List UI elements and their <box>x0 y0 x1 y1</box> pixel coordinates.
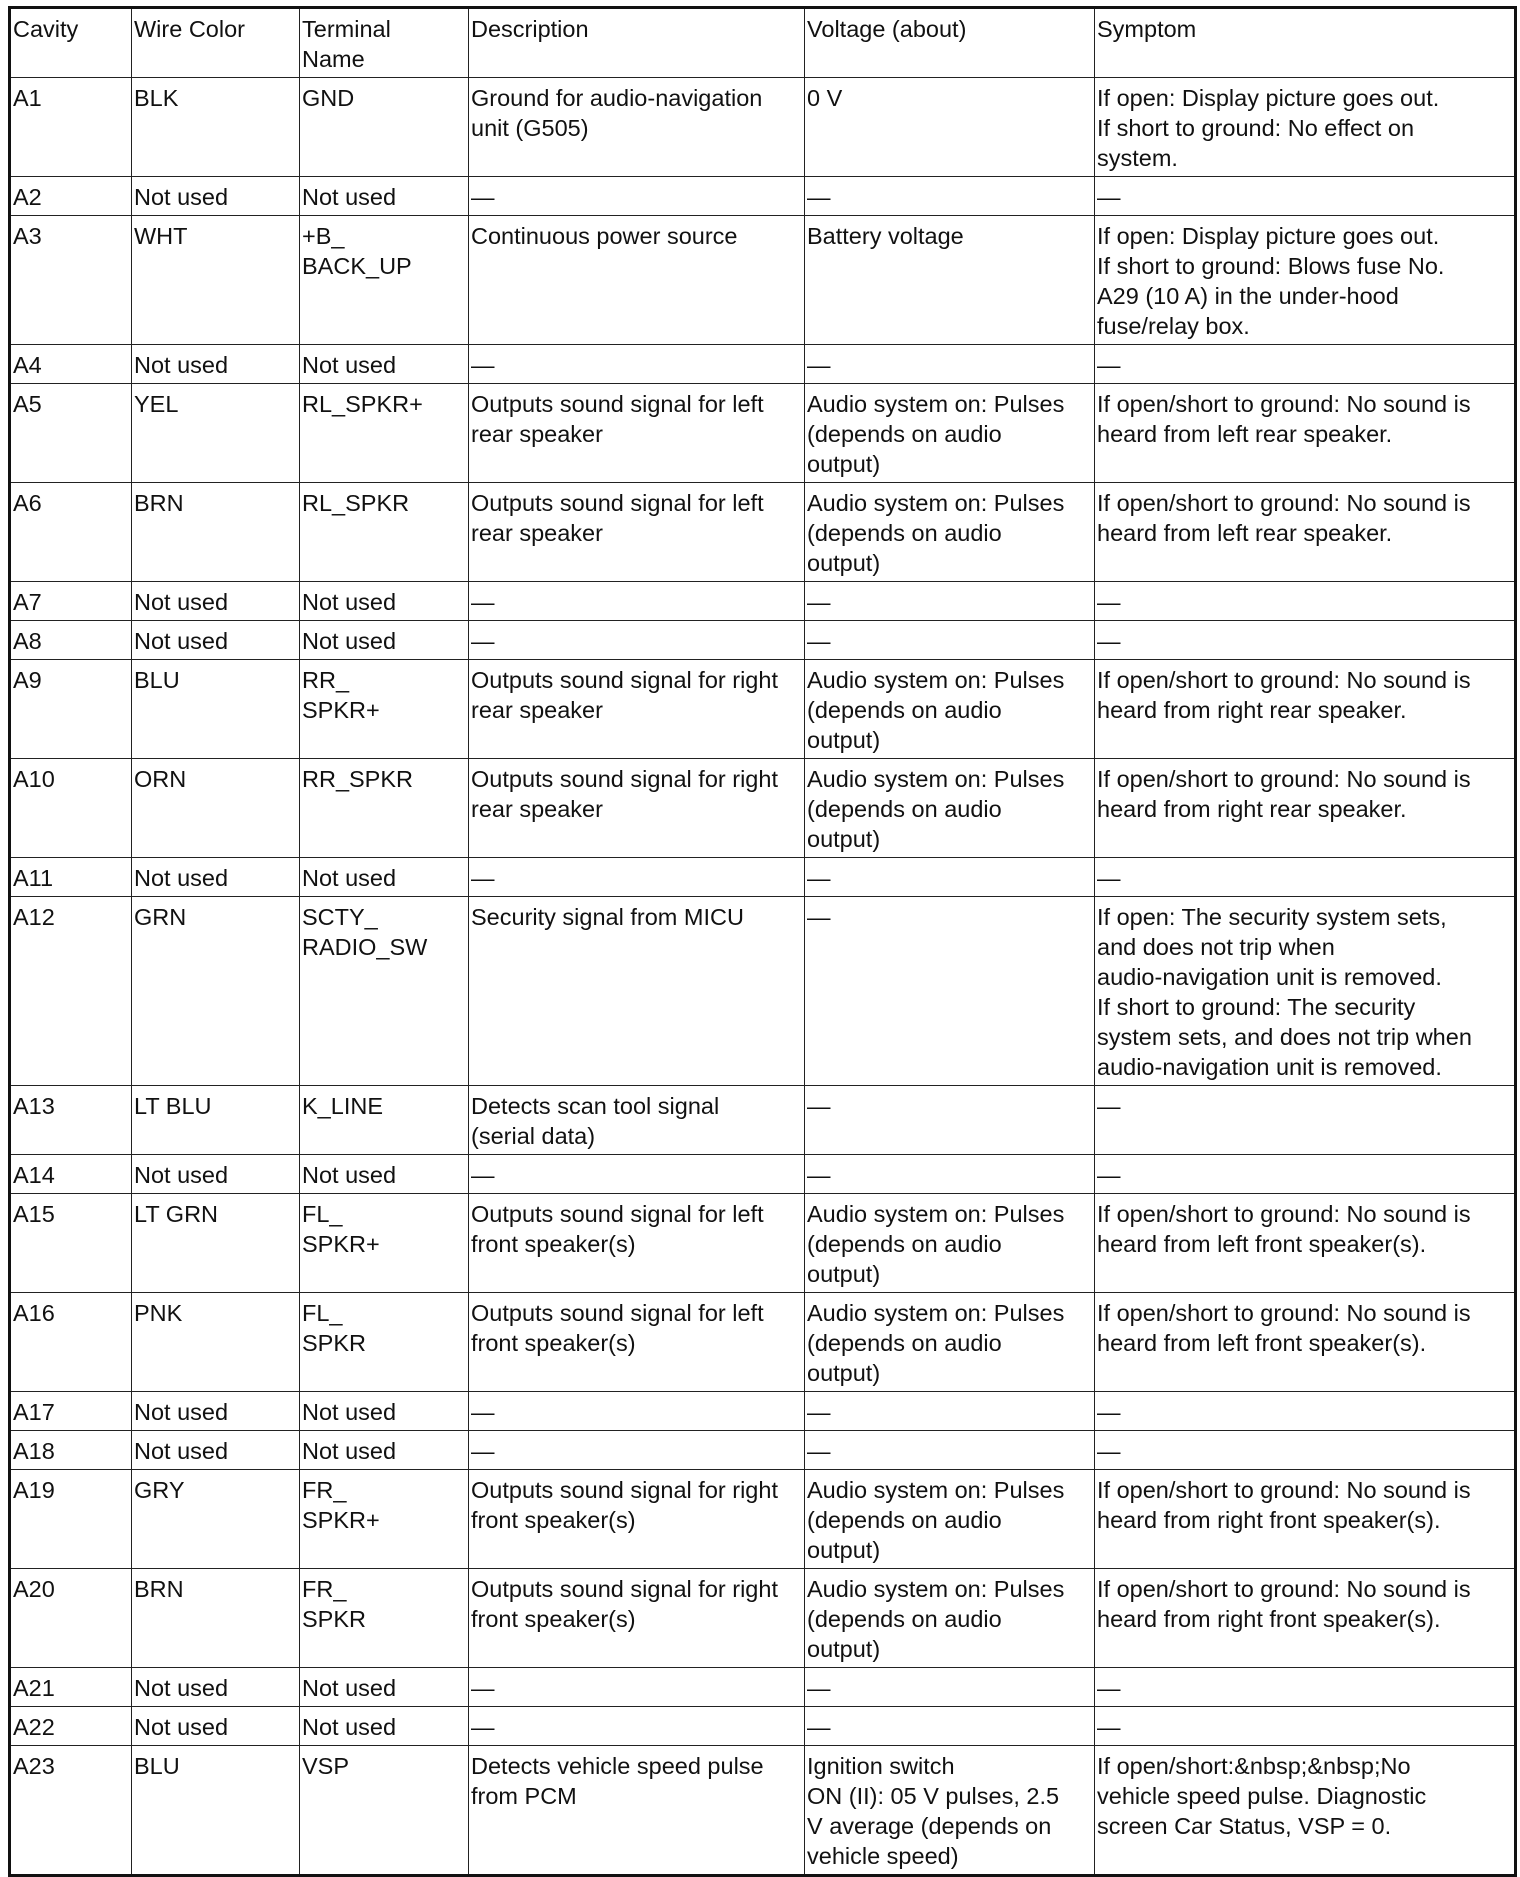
cavity-cell: A7 <box>10 582 132 621</box>
symptom-cell: — <box>1095 621 1516 660</box>
symptom-cell: If open: Display picture goes out. If short to ground: No effect on system. <box>1095 78 1516 177</box>
terminal-name-cell: Not used <box>300 858 469 897</box>
description-cell: — <box>469 1155 805 1194</box>
table-row <box>10 1086 1516 1155</box>
terminal-name-cell: Not used <box>300 1155 469 1194</box>
wire-color-cell: BLK <box>132 78 300 177</box>
symptom-cell: — <box>1095 1431 1516 1470</box>
terminal-name-cell: FR_ SPKR+ <box>300 1470 469 1569</box>
table-row <box>10 1431 1516 1470</box>
voltage-cell: — <box>805 1431 1095 1470</box>
cavity-cell: A20 <box>10 1569 132 1668</box>
wire-color-cell: Not used <box>132 1668 300 1707</box>
voltage-cell: Audio system on: Pulses (depends on audio output) <box>805 660 1095 759</box>
table-row <box>10 1746 1516 1876</box>
terminal-name-cell: FL_ SPKR <box>300 1293 469 1392</box>
symptom-cell: — <box>1095 1668 1516 1707</box>
table-row <box>10 1392 1516 1431</box>
description-cell: Security signal from MICU <box>469 897 805 1086</box>
cavity-cell: A9 <box>10 660 132 759</box>
symptom-cell: — <box>1095 345 1516 384</box>
symptom-cell: — <box>1095 1086 1516 1155</box>
wire-color-cell: Not used <box>132 1707 300 1746</box>
header-symptom: Symptom <box>1095 8 1516 78</box>
description-cell: Ground for audio-navigation unit (G505) <box>469 78 805 177</box>
symptom-cell: If open/short to ground: No sound is heard from right front speaker(s). <box>1095 1470 1516 1569</box>
terminal-name-cell: +B_ BACK_UP <box>300 216 469 345</box>
wire-color-cell: Not used <box>132 858 300 897</box>
wire-color-cell: ORN <box>132 759 300 858</box>
terminal-name-cell: RL_SPKR+ <box>300 384 469 483</box>
table-row <box>10 78 1516 177</box>
voltage-cell: — <box>805 1155 1095 1194</box>
wire-color-cell: Not used <box>132 1431 300 1470</box>
symptom-cell: — <box>1095 177 1516 216</box>
description-cell: Outputs sound signal for right rear speaker <box>469 660 805 759</box>
terminal-name-cell: RL_SPKR <box>300 483 469 582</box>
cavity-cell: A8 <box>10 621 132 660</box>
description-cell: Outputs sound signal for left front speaker(s) <box>469 1194 805 1293</box>
voltage-cell: Audio system on: Pulses (depends on audio output) <box>805 1569 1095 1668</box>
page <box>8 6 1514 1877</box>
header-wire-color: Wire Color <box>132 8 300 78</box>
voltage-cell: — <box>805 177 1095 216</box>
description-cell: Continuous power source <box>469 216 805 345</box>
symptom-cell: If open/short to ground: No sound is heard from right front speaker(s). <box>1095 1569 1516 1668</box>
table-row <box>10 177 1516 216</box>
cavity-cell: A13 <box>10 1086 132 1155</box>
cavity-cell: A11 <box>10 858 132 897</box>
terminal-name-cell: VSP <box>300 1746 469 1876</box>
description-cell: — <box>469 1668 805 1707</box>
terminal-name-cell: Not used <box>300 177 469 216</box>
description-cell: — <box>469 1707 805 1746</box>
voltage-cell: Battery voltage <box>805 216 1095 345</box>
symptom-cell: If open/short to ground: No sound is heard from right rear speaker. <box>1095 759 1516 858</box>
cavity-cell: A2 <box>10 177 132 216</box>
wire-color-cell: BLU <box>132 1746 300 1876</box>
voltage-cell: — <box>805 345 1095 384</box>
wire-color-cell: Not used <box>132 1392 300 1431</box>
connector-terminal-table <box>8 6 1517 1877</box>
cavity-cell: A14 <box>10 1155 132 1194</box>
cavity-cell: A10 <box>10 759 132 858</box>
symptom-cell: If open: Display picture goes out. If short to ground: Blows fuse No. A29 (10 A) in the under-hood fuse/relay box. <box>1095 216 1516 345</box>
table-row <box>10 759 1516 858</box>
voltage-cell: — <box>805 621 1095 660</box>
cavity-cell: A5 <box>10 384 132 483</box>
header-cavity: Cavity <box>10 8 132 78</box>
symptom-cell: — <box>1095 1707 1516 1746</box>
description-cell: Outputs sound signal for left front speaker(s) <box>469 1293 805 1392</box>
wire-color-cell: Not used <box>132 177 300 216</box>
voltage-cell: — <box>805 1392 1095 1431</box>
wire-color-cell: WHT <box>132 216 300 345</box>
header-terminal-name: Terminal Name <box>300 8 469 78</box>
table-row <box>10 384 1516 483</box>
symptom-cell: If open: The security system sets, and does not trip when audio-navigation unit is removed. If short to ground: The security system sets, and does not trip when audio-navigation unit is removed. <box>1095 897 1516 1086</box>
description-cell: Outputs sound signal for left rear speaker <box>469 384 805 483</box>
terminal-name-cell: Not used <box>300 621 469 660</box>
terminal-name-cell: Not used <box>300 1392 469 1431</box>
terminal-name-cell: FL_ SPKR+ <box>300 1194 469 1293</box>
symptom-cell: If open/short to ground: No sound is heard from left rear speaker. <box>1095 483 1516 582</box>
cavity-cell: A17 <box>10 1392 132 1431</box>
wire-color-cell: GRN <box>132 897 300 1086</box>
wire-color-cell: Not used <box>132 582 300 621</box>
voltage-cell: Audio system on: Pulses (depends on audio output) <box>805 1470 1095 1569</box>
wire-color-cell: BRN <box>132 483 300 582</box>
table-header-row <box>10 8 1516 78</box>
terminal-name-cell: SCTY_ RADIO_SW <box>300 897 469 1086</box>
voltage-cell: 0 V <box>805 78 1095 177</box>
cavity-cell: A12 <box>10 897 132 1086</box>
table-row <box>10 1470 1516 1569</box>
voltage-cell: Audio system on: Pulses (depends on audio output) <box>805 384 1095 483</box>
voltage-cell: Audio system on: Pulses (depends on audio output) <box>805 1194 1095 1293</box>
description-cell: Outputs sound signal for right front speaker(s) <box>469 1470 805 1569</box>
table-row <box>10 483 1516 582</box>
table-row <box>10 1155 1516 1194</box>
table-body <box>10 78 1516 1876</box>
cavity-cell: A4 <box>10 345 132 384</box>
wire-color-cell: LT BLU <box>132 1086 300 1155</box>
symptom-cell: — <box>1095 858 1516 897</box>
description-cell: — <box>469 621 805 660</box>
terminal-name-cell: RR_SPKR <box>300 759 469 858</box>
voltage-cell: Audio system on: Pulses (depends on audio output) <box>805 1293 1095 1392</box>
table-row <box>10 858 1516 897</box>
table-row <box>10 216 1516 345</box>
symptom-cell: If open/short to ground: No sound is heard from left front speaker(s). <box>1095 1293 1516 1392</box>
description-cell: Detects scan tool signal (serial data) <box>469 1086 805 1155</box>
cavity-cell: A6 <box>10 483 132 582</box>
terminal-name-cell: Not used <box>300 345 469 384</box>
description-cell: — <box>469 858 805 897</box>
terminal-name-cell: Not used <box>300 582 469 621</box>
table-row <box>10 621 1516 660</box>
terminal-name-cell: K_LINE <box>300 1086 469 1155</box>
voltage-cell: Audio system on: Pulses (depends on audio output) <box>805 759 1095 858</box>
cavity-cell: A15 <box>10 1194 132 1293</box>
symptom-cell: If open/short to ground: No sound is heard from left rear speaker. <box>1095 384 1516 483</box>
terminal-name-cell: Not used <box>300 1431 469 1470</box>
cavity-cell: A1 <box>10 78 132 177</box>
cavity-cell: A21 <box>10 1668 132 1707</box>
wire-color-cell: YEL <box>132 384 300 483</box>
wire-color-cell: LT GRN <box>132 1194 300 1293</box>
voltage-cell: — <box>805 1668 1095 1707</box>
table-row <box>10 1668 1516 1707</box>
voltage-cell: — <box>805 1707 1095 1746</box>
terminal-name-cell: Not used <box>300 1707 469 1746</box>
symptom-cell: If open/short to ground: No sound is heard from right rear speaker. <box>1095 660 1516 759</box>
description-cell: — <box>469 582 805 621</box>
header-description: Description <box>469 8 805 78</box>
wire-color-cell: Not used <box>132 1155 300 1194</box>
voltage-cell: — <box>805 858 1095 897</box>
description-cell: Outputs sound signal for left rear speaker <box>469 483 805 582</box>
cavity-cell: A22 <box>10 1707 132 1746</box>
description-cell: Outputs sound signal for right rear speaker <box>469 759 805 858</box>
terminal-name-cell: Not used <box>300 1668 469 1707</box>
table-row <box>10 1194 1516 1293</box>
voltage-cell: Audio system on: Pulses (depends on audio output) <box>805 483 1095 582</box>
terminal-name-cell: FR_ SPKR <box>300 1569 469 1668</box>
wire-color-cell: Not used <box>132 345 300 384</box>
voltage-cell: — <box>805 582 1095 621</box>
description-cell: — <box>469 177 805 216</box>
cavity-cell: A16 <box>10 1293 132 1392</box>
table-row <box>10 660 1516 759</box>
cavity-cell: A3 <box>10 216 132 345</box>
description-cell: — <box>469 345 805 384</box>
table-row <box>10 1707 1516 1746</box>
symptom-cell: If open/short:&nbsp;&nbsp;No vehicle speed pulse. Diagnostic screen Car Status, VSP = 0. <box>1095 1746 1516 1876</box>
wire-color-cell: GRY <box>132 1470 300 1569</box>
cavity-cell: A18 <box>10 1431 132 1470</box>
cavity-cell: A19 <box>10 1470 132 1569</box>
description-cell: — <box>469 1392 805 1431</box>
wire-color-cell: BLU <box>132 660 300 759</box>
voltage-cell: — <box>805 897 1095 1086</box>
wire-color-cell: Not used <box>132 621 300 660</box>
header-voltage: Voltage (about) <box>805 8 1095 78</box>
wire-color-cell: PNK <box>132 1293 300 1392</box>
table-row <box>10 1293 1516 1392</box>
symptom-cell: — <box>1095 582 1516 621</box>
table-row <box>10 582 1516 621</box>
description-cell: Outputs sound signal for right front speaker(s) <box>469 1569 805 1668</box>
wire-color-cell: BRN <box>132 1569 300 1668</box>
voltage-cell: Ignition switch ON (II): 05 V pulses, 2.5 V average (depends on vehicle speed) <box>805 1746 1095 1876</box>
description-cell: — <box>469 1431 805 1470</box>
voltage-cell: — <box>805 1086 1095 1155</box>
symptom-cell: If open/short to ground: No sound is heard from left front speaker(s). <box>1095 1194 1516 1293</box>
symptom-cell: — <box>1095 1392 1516 1431</box>
terminal-name-cell: GND <box>300 78 469 177</box>
table-row <box>10 345 1516 384</box>
symptom-cell: — <box>1095 1155 1516 1194</box>
cavity-cell: A23 <box>10 1746 132 1876</box>
terminal-name-cell: RR_ SPKR+ <box>300 660 469 759</box>
table-row <box>10 1569 1516 1668</box>
table-row <box>10 897 1516 1086</box>
description-cell: Detects vehicle speed pulse from PCM <box>469 1746 805 1876</box>
